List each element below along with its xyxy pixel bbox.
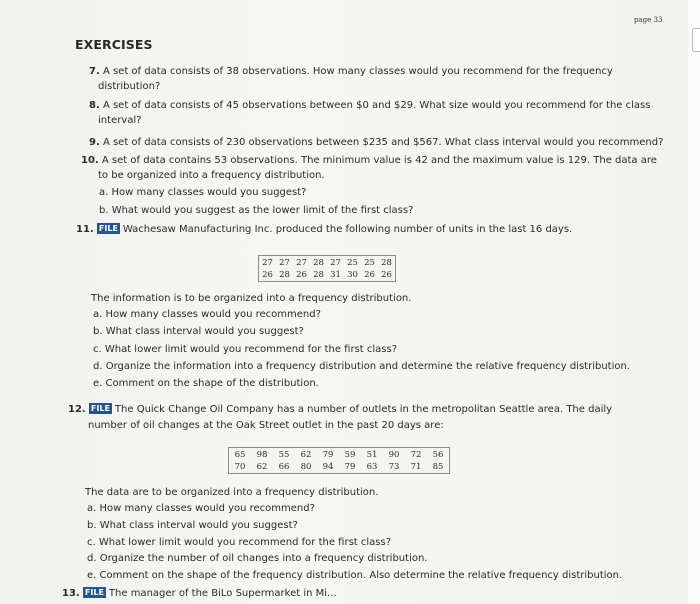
table-cell: 59 bbox=[344, 450, 356, 460]
exercise-12-part-d: d. Organize the number of oil changes into a frequency distribution. bbox=[87, 553, 428, 564]
table-cell: 85 bbox=[432, 462, 444, 472]
exercise-text: A set of data consists of 45 observations between $0 and $29. What size would you recommend for the class bbox=[102, 100, 651, 111]
exercise-11-part-b: b. What class interval would you suggest? bbox=[93, 326, 304, 337]
exercise-11-intro: The information is to be organized into a frequency distribution. bbox=[91, 293, 412, 304]
exercise-11-part-d: d. Organize the information into a frequency distribution and determine the relative frequency distribution. bbox=[93, 361, 630, 372]
table-cell: 27 bbox=[330, 258, 341, 268]
exercise-number: 7. bbox=[89, 66, 100, 77]
page-tab-edge bbox=[692, 28, 700, 52]
table-cell: 28 bbox=[381, 258, 392, 268]
table-cell: 26 bbox=[296, 270, 307, 280]
table-cell: 28 bbox=[313, 258, 324, 268]
exercise-number: 11. bbox=[76, 224, 94, 235]
table-cell: 80 bbox=[300, 462, 312, 472]
exercise-text: Wachesaw Manufacturing Inc. produced the following number of units in the last 16 days. bbox=[122, 224, 573, 235]
table-cell: 30 bbox=[347, 270, 358, 280]
exercise-number: 12. bbox=[68, 404, 86, 415]
exercise-text: A set of data consists of 230 observations between $235 and $567. What class interval would you recommend? bbox=[102, 137, 664, 148]
adjacent-page-edge bbox=[688, 0, 700, 604]
exercise-number: 8. bbox=[89, 100, 100, 111]
table-cell: 31 bbox=[330, 270, 341, 280]
section-heading: EXERCISES bbox=[75, 37, 153, 52]
table-cell: 26 bbox=[262, 270, 273, 280]
exercise-12-intro: The data are to be organized into a frequency distribution. bbox=[85, 487, 379, 498]
table-cell: 26 bbox=[364, 270, 375, 280]
table-cell: 73 bbox=[388, 462, 400, 472]
table-cell: 62 bbox=[300, 450, 312, 460]
table-cell: 79 bbox=[344, 462, 356, 472]
table-cell: 27 bbox=[262, 258, 273, 268]
table-cell: 62 bbox=[256, 462, 268, 472]
table-cell: 90 bbox=[388, 450, 400, 460]
table-row bbox=[229, 461, 450, 474]
exercise-8-cont: interval? bbox=[98, 115, 142, 126]
exercise-number: 13. bbox=[62, 588, 80, 599]
oil-change-data-table bbox=[228, 447, 450, 474]
exercise-7-cont: distribution? bbox=[98, 81, 161, 92]
table-cell: 63 bbox=[366, 462, 378, 472]
exercise-13 bbox=[62, 588, 337, 599]
exercise-12-part-e: e. Comment on the shape of the frequency distribution. Also determine the relative frequency distribution. bbox=[87, 570, 623, 581]
table-cell: 71 bbox=[410, 462, 422, 472]
table-cell: 27 bbox=[296, 258, 307, 268]
exercise-number: 10. bbox=[81, 155, 99, 166]
table-cell: 25 bbox=[347, 258, 358, 268]
table-cell: 70 bbox=[234, 462, 246, 472]
exercise-12 bbox=[68, 404, 612, 415]
file-badge: FILE bbox=[84, 588, 104, 597]
exercise-12-part-a: a. How many classes would you recommend? bbox=[87, 503, 315, 514]
exercise-11-part-e: e. Comment on the shape of the distribution. bbox=[93, 378, 319, 389]
table-cell: 55 bbox=[278, 450, 290, 460]
exercise-12-part-b: b. What class interval would you suggest? bbox=[87, 520, 298, 531]
exercise-9 bbox=[89, 137, 663, 148]
exercise-text: The Quick Change Oil Company has a number of outlets in the metropolitan Seattle area. The daily bbox=[114, 404, 613, 415]
table-cell: 26 bbox=[381, 270, 392, 280]
exercise-text: The manager of the BiLo Supermarket in Mi... bbox=[108, 588, 337, 599]
table-cell: 94 bbox=[322, 462, 334, 472]
exercise-number: 9. bbox=[89, 137, 100, 148]
exercise-text: A set of data contains 53 observations. The minimum value is 42 and the maximum value is 129. The data are bbox=[101, 155, 657, 166]
exercise-8 bbox=[89, 100, 650, 111]
table-cell: 65 bbox=[234, 450, 246, 460]
table-cell: 79 bbox=[322, 450, 334, 460]
exercise-11-part-c: c. What lower limit would you recommend for the first class? bbox=[93, 344, 398, 355]
table-cell: 98 bbox=[256, 450, 268, 460]
exercise-10-part-b: b. What would you suggest as the lower limit of the first class? bbox=[99, 205, 414, 216]
exercise-10-part-a: a. How many classes would you suggest? bbox=[99, 187, 307, 198]
table-row bbox=[259, 256, 396, 270]
table-cell: 28 bbox=[313, 270, 324, 280]
exercise-7 bbox=[89, 66, 613, 77]
table-row bbox=[229, 448, 450, 462]
exercise-10-cont: to be organized into a frequency distribution. bbox=[98, 170, 325, 181]
table-cell: 56 bbox=[432, 450, 444, 460]
exercise-text: A set of data consists of 38 observations. How many classes would you recommend for the frequency bbox=[102, 66, 613, 77]
table-cell: 51 bbox=[366, 450, 378, 460]
table-row bbox=[259, 269, 396, 282]
exercise-11 bbox=[76, 224, 572, 235]
file-badge: FILE bbox=[90, 404, 110, 413]
table-cell: 72 bbox=[410, 450, 422, 460]
table-cell: 28 bbox=[279, 270, 290, 280]
table-cell: 27 bbox=[279, 258, 290, 268]
exercise-12-cont: number of oil changes at the Oak Street outlet in the past 20 days are: bbox=[88, 420, 444, 431]
exercise-10 bbox=[81, 155, 657, 166]
file-badge: FILE bbox=[98, 224, 118, 233]
table-cell: 25 bbox=[364, 258, 375, 268]
production-data-table bbox=[258, 255, 396, 282]
exercise-11-part-a: a. How many classes would you recommend? bbox=[93, 309, 321, 320]
table-cell: 66 bbox=[278, 462, 290, 472]
page-number: page 33 bbox=[634, 16, 663, 24]
exercise-12-part-c: c. What lower limit would you recommend for the first class? bbox=[87, 537, 392, 548]
